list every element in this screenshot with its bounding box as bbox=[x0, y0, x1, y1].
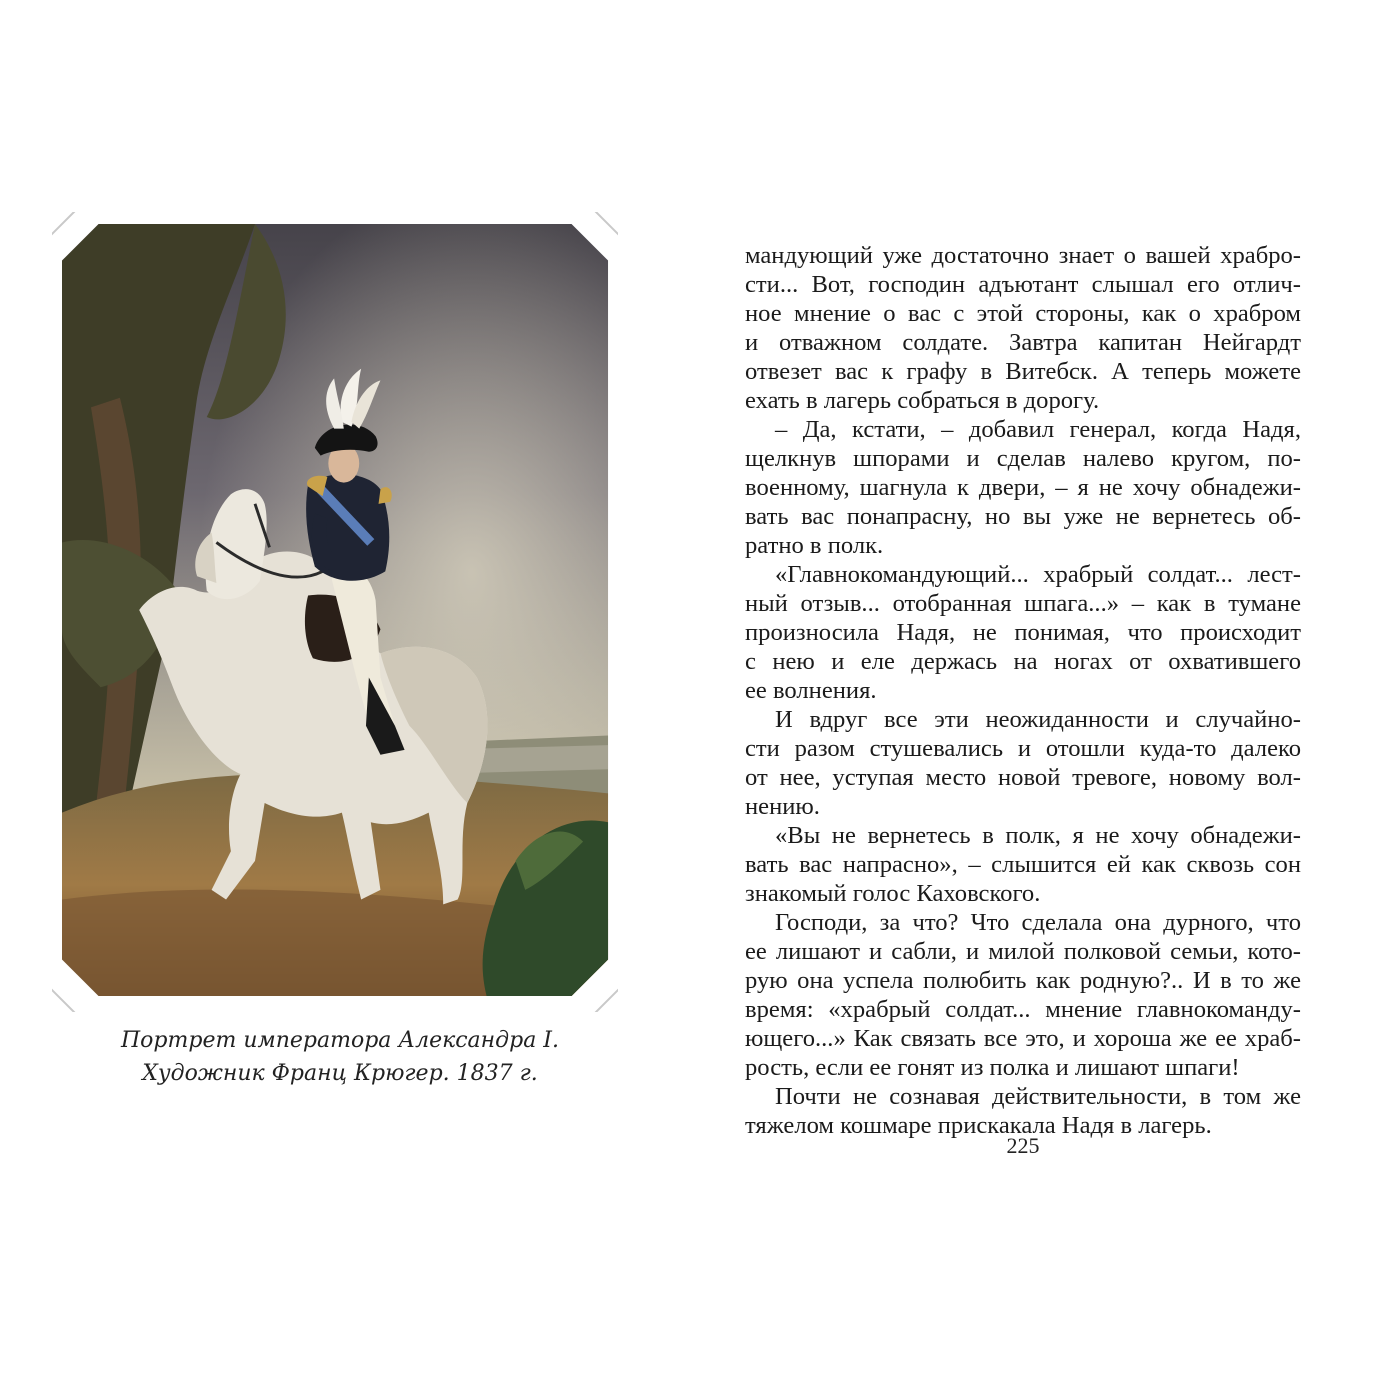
text-line: тяжелом кошмаре прискакала Надя в лагерь. bbox=[745, 1112, 1212, 1139]
page-text bbox=[745, 241, 1301, 1158]
text-line: ее лишают и сабли, и милой полковой семьи, кото- bbox=[745, 938, 1301, 965]
text-line: – Да, кстати, – добавил генерал, когда Надя, bbox=[775, 416, 1301, 443]
caption-line-2: Художник Франц Крюгер. 1837 г. bbox=[142, 1061, 538, 1086]
text-line: произносила Надя, не понимая, что происходит bbox=[745, 619, 1301, 646]
text-line: И вдруг все эти неожиданности и случайно- bbox=[775, 706, 1301, 733]
text-line: военному, шагнула к двери, – я не хочу обнадежи- bbox=[745, 474, 1301, 501]
text-line: и отважном солдате. Завтра капитан Нейгардт bbox=[745, 329, 1301, 356]
illustration-caption bbox=[60, 1024, 620, 1090]
text-line: ющего...» Как связать все это, и хороша же ее храб- bbox=[745, 1025, 1301, 1052]
text-line: нению. bbox=[745, 793, 820, 820]
portrait-illustration bbox=[52, 212, 618, 1012]
text-line: ехать в лагерь собраться в дорогу. bbox=[745, 387, 1100, 414]
text-line: сти... Вот, господин адъютант слышал его отлич- bbox=[745, 271, 1301, 298]
painting-icon bbox=[52, 212, 618, 1012]
text-line: вать вас напрасно», – слышится ей как сквозь сон bbox=[745, 851, 1301, 878]
text-line: с нею и еле держась на ногах от охватившего bbox=[745, 648, 1301, 675]
text-line: рую она успела полюбить как родную?.. И в то же bbox=[745, 967, 1301, 994]
text-line: сти разом стушевались и отошли куда-то далеко bbox=[745, 735, 1301, 762]
caption-line-1: Портрет императора Александра I. bbox=[120, 1028, 559, 1053]
text-line: знакомый голос Каховского. bbox=[745, 880, 1041, 907]
text-line: ратно в полк. bbox=[745, 532, 884, 559]
text-line: «Главнокомандующий... храбрый солдат... лест- bbox=[775, 561, 1301, 588]
text-line: Господи, за что? Что сделала она дурного, что bbox=[775, 909, 1301, 936]
text-line: мандующий уже достаточно знает о вашей храбро- bbox=[745, 242, 1301, 269]
text-line: ное мнение о вас с этой стороны, как о храбром bbox=[745, 300, 1301, 327]
text-line: от нее, уступая место новой тревоге, новому вол- bbox=[745, 764, 1301, 791]
text-line: Почти не сознавая действительности, в том же bbox=[775, 1083, 1301, 1110]
text-line: рость, если ее гонят из полка и лишают шпаги! bbox=[745, 1054, 1240, 1081]
text-line: вать вас понапрасну, но вы уже не вернетесь об- bbox=[745, 503, 1301, 530]
text-line: время: «храбрый солдат... мнение главнокоманду- bbox=[745, 996, 1301, 1023]
text-line: «Вы не вернетесь в полк, я не хочу обнадежи- bbox=[775, 822, 1301, 849]
text-line: ее волнения. bbox=[745, 677, 877, 704]
text-line: щелкнув шпорами и сделав налево кругом, по- bbox=[745, 445, 1301, 472]
page-number: 225 bbox=[1006, 1133, 1040, 1158]
text-line: отвезет вас к графу в Витебск. А теперь можете bbox=[745, 358, 1301, 385]
text-line: ный отзыв... отобранная шпага...» – как в тумане bbox=[745, 590, 1301, 617]
